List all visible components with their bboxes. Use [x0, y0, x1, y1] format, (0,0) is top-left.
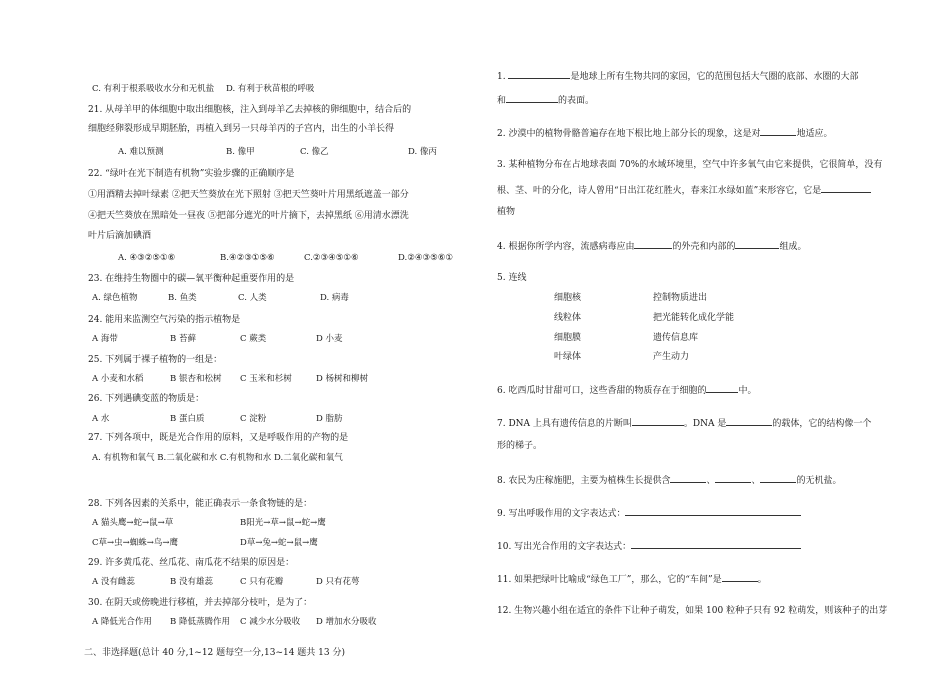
- q1-number: 1.: [497, 72, 506, 82]
- q24-option-b: B 苔藓: [170, 334, 196, 344]
- q8-blank-2[interactable]: [715, 473, 751, 483]
- q25-option-c: C 玉米和杉树: [240, 374, 292, 384]
- q26-option-d: D 脂肪: [316, 414, 343, 424]
- q23-option-a: A. 绿色植物: [92, 293, 138, 303]
- q7-line2: 形的梯子。: [497, 441, 543, 451]
- q26-option-c: C 淀粉: [240, 414, 267, 424]
- q24-stem: 24. 能用来监测空气污染的指示植物是: [88, 315, 241, 325]
- q24-option-d: D 小麦: [316, 334, 343, 344]
- q22-option-c: C.②③④⑤①⑥: [304, 253, 359, 263]
- q22-stem-line3: ④把天竺葵放在黑暗处一昼夜 ⑤把部分遮光的叶片摘下，去掉黑纸 ⑥用清水漂洗: [88, 211, 409, 221]
- q23-option-d: D. 病毒: [320, 293, 349, 303]
- q8-text-d: 的无机盐。: [796, 476, 842, 486]
- q5-right-item[interactable]: 遗传信息库: [653, 333, 699, 343]
- q4-text-a: 4. 根据你所学内容，流感病毒应由: [497, 242, 635, 252]
- q21-option-a: A. 难以预测: [118, 147, 164, 157]
- q5-title: 5. 连线: [497, 273, 527, 283]
- q1-text-2a: 和: [497, 96, 507, 106]
- q2-text-a: 2. 沙漠中的植物骨骼普遍存在地下根比地上部分长的现象，这是对: [497, 129, 761, 139]
- q5-right-item[interactable]: 控制物质进出: [653, 293, 708, 303]
- q5-right-item[interactable]: 把光能转化成化学能: [653, 313, 735, 323]
- q29-option-a: A 没有雌蕊: [92, 577, 135, 587]
- q11-text-b: 。: [757, 575, 767, 585]
- q4-text-b: 的外壳和内部的: [672, 242, 736, 252]
- q1-line2: [497, 93, 594, 107]
- q28-option-d: D草→兔→蛇→鼠→鹰: [240, 538, 318, 548]
- q25-option-b: B 银杏和松树: [170, 374, 222, 384]
- q12-line: 12. 生物兴趣小组在适宜的条件下让种子萌发，如果 100 粒种子只有 92 粒萌发，则该种子的出芽: [497, 606, 888, 616]
- q7-blank-1[interactable]: [632, 416, 684, 426]
- q26-stem: 26. 下列遇碘变蓝的物质是：: [88, 394, 205, 404]
- q3-text-2a: 根、茎、叶的分化，诗人曾用“日出江花红胜火，春来江水绿如蓝”来形容它，它是: [497, 186, 822, 196]
- q11-line: [497, 572, 767, 586]
- q25-stem: 25. 下列属于裸子植物的一组是：: [88, 355, 223, 365]
- q10-blank[interactable]: [631, 539, 801, 549]
- q8-blank-1[interactable]: [670, 473, 706, 483]
- q20-option-c: C. 有利于根系吸收水分和无机盐: [92, 84, 215, 94]
- q22-stem-line1: 22. “绿叶在光下制造有机物”实验步骤的正确顺序是: [88, 169, 295, 179]
- q11-blank[interactable]: [722, 572, 758, 582]
- q9-blank[interactable]: [625, 506, 801, 516]
- q28-option-a: A 猫头鹰→蛇→鼠→草: [92, 518, 174, 528]
- q21-option-c: C. 像乙: [300, 147, 329, 157]
- q29-option-c: C 只有花瓣: [240, 577, 284, 587]
- q21-stem-line1: 21. 从母羊甲的体细胞中取出细胞核，注入到母羊乙去掉核的卵细胞中，结合后的: [88, 105, 412, 115]
- q7-text-a: 7. DNA 上具有遗传信息的片断叫: [497, 419, 632, 429]
- q30-option-d: D 增加水分吸收: [316, 617, 377, 627]
- q5-left-item[interactable]: 细胞核: [554, 293, 582, 303]
- q5-right-item[interactable]: 产生动力: [653, 352, 690, 362]
- q9-line: [497, 506, 801, 520]
- q2-text-b: 地适应。: [796, 129, 833, 139]
- q26-option-a: A 水: [92, 414, 110, 424]
- q1-blank-1[interactable]: [508, 69, 570, 79]
- q3-line1: 3. 某种植物分布在占地球表面 70%的水域环境里，空气中许多氧气由它来提供，它很简单，没有: [497, 160, 883, 170]
- q10-line: [497, 539, 801, 553]
- q22-stem-line2: ①用酒精去掉叶绿素 ②把天竺葵放在光下照射 ③把天竺葵叶片用黑纸遮盖一部分: [88, 190, 409, 200]
- q22-option-a: A. ④③②⑤①⑥: [118, 253, 176, 263]
- q21-stem-line2: 细胞经卵裂形成早期胚胎，再植入到另一只母羊丙的子宫内，出生的小羊长得: [88, 124, 395, 134]
- q29-stem: 29. 许多黄瓜花、丝瓜花、南瓜花不结果的原因是：: [88, 558, 295, 568]
- q30-option-b: B 降低蒸腾作用: [170, 617, 230, 627]
- q29-option-d: D 只有花萼: [316, 577, 360, 587]
- q21-option-b: B. 像甲: [226, 147, 255, 157]
- q3-blank[interactable]: [821, 183, 871, 193]
- section-2-heading: 二、非选择题(总计 40 分,1~12 题每空一分,13~14 题共 13 分): [84, 648, 345, 658]
- q9-text: 9. 写出呼吸作用的文字表达式：: [497, 509, 626, 519]
- q5-left-item[interactable]: 细胞膜: [554, 333, 582, 343]
- q22-option-b: B.④②③①⑤⑥: [220, 253, 275, 263]
- q1-text: 是地球上所有生物共同的家园，它的范围包括大气圈的底部、水圈的大部: [570, 72, 859, 82]
- q7-text-b: 。DNA 是: [683, 419, 727, 429]
- q30-stem: 30. 在阴天或傍晚进行移植，并去掉部分枝叶，是为了：: [88, 598, 313, 608]
- q28-option-c: C草→虫→蜘蛛→鸟→鹰: [92, 538, 178, 548]
- q6-text-b: 中。: [738, 386, 757, 396]
- q28-stem: 28. 下列各因素的关系中，能正确表示一条食物链的是：: [88, 499, 313, 509]
- q4-text-c: 组成。: [779, 242, 807, 252]
- q5-left-item[interactable]: 叶绿体: [554, 352, 582, 362]
- q7-text-c: 的载体，它的结构像一个: [772, 419, 872, 429]
- q29-option-b: B 没有雄蕊: [170, 577, 213, 587]
- q30-option-c: C 减少水分吸收: [240, 617, 301, 627]
- q8-text-a: 8. 农民为庄稼施肥，主要为植株生长提供含: [497, 476, 671, 486]
- q24-option-a: A 海带: [92, 334, 118, 344]
- q8-line: [497, 473, 842, 487]
- q24-option-c: C 蕨类: [240, 334, 267, 344]
- q23-option-b: B. 鱼类: [168, 293, 197, 303]
- q1-text-2b: 的表面。: [558, 96, 595, 106]
- q4-blank-2[interactable]: [735, 239, 779, 249]
- q8-text-b: 、: [706, 476, 716, 486]
- q7-line1: [497, 416, 871, 430]
- q23-stem: 23. 在维持生物圈中的碳—氧平衡种起重要作用的是: [88, 274, 295, 284]
- q25-option-d: D 杨树和柳树: [316, 374, 369, 384]
- q28-option-b: B阳光→草→鼠→蛇→鹰: [240, 518, 326, 528]
- q6-blank[interactable]: [706, 383, 738, 393]
- q4-blank-1[interactable]: [634, 239, 672, 249]
- q3-line2: [497, 183, 871, 197]
- q5-left-item[interactable]: 线粒体: [554, 313, 582, 323]
- q10-text: 10. 写出光合作用的文字表达式：: [497, 542, 632, 552]
- q8-text-c: 、: [751, 476, 761, 486]
- q20-option-d: D. 有利于秋苗根的呼吸: [226, 84, 315, 94]
- q2-blank[interactable]: [760, 126, 796, 136]
- q25-option-a: A 小麦和水稻: [92, 374, 144, 384]
- q22-stem-line4: 叶片后滴加碘酒: [88, 231, 152, 241]
- q21-option-d: D. 像丙: [408, 147, 437, 157]
- q23-option-c: C. 人类: [238, 293, 267, 303]
- q6-line: [497, 383, 756, 397]
- q1-blank-2[interactable]: [506, 93, 558, 103]
- q1-line1: [497, 69, 858, 83]
- q27-stem: 27. 下列各项中，既是光合作用的原料，又是呼吸作用的产物的是: [88, 433, 349, 443]
- q6-text-a: 6. 吃西瓜时甘甜可口，这些香甜的物质存在于细胞的: [497, 386, 707, 396]
- q7-blank-2[interactable]: [726, 416, 772, 426]
- q22-option-d: D.②④③⑤⑥①: [398, 253, 453, 263]
- q30-option-a: A 降低光合作用: [92, 617, 152, 627]
- q8-blank-3[interactable]: [760, 473, 796, 483]
- q26-option-b: B 蛋白质: [170, 414, 205, 424]
- q4-line: [497, 239, 806, 253]
- q27-options: A. 有机物和氧气 B.二氧化碳和水 C.有机物和水 D.二氧化碳和氧气: [92, 453, 343, 463]
- q3-line3: 植物: [497, 207, 516, 217]
- q2-line: [497, 126, 832, 140]
- q11-text-a: 11. 如果把绿叶比喻成“绿色工厂”，那么，它的“车间”是: [497, 575, 722, 585]
